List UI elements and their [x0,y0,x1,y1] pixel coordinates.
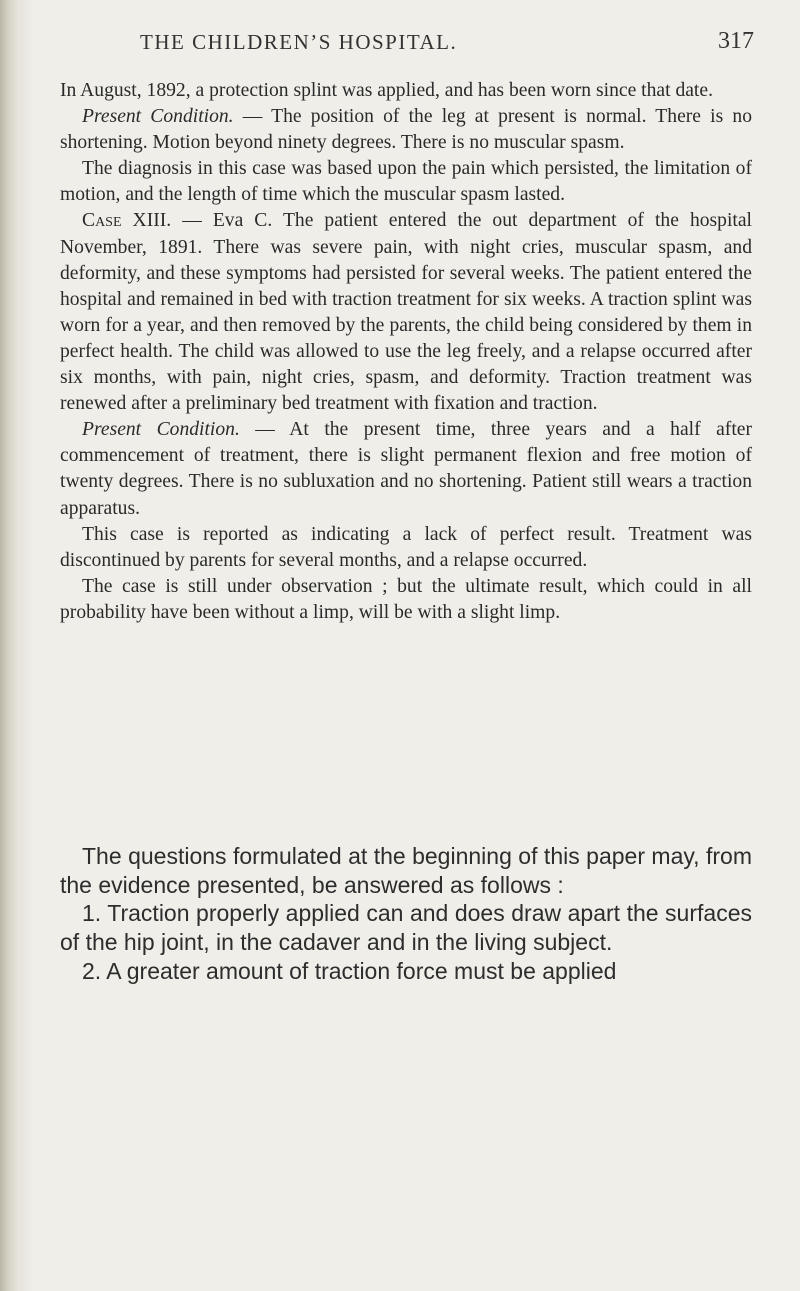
paragraph: Present Condition. — The position of the leg at present is normal. There is no shortening. Motion beyond ninety degrees. There is no muscular spasm. [60,106,752,154]
paragraph: Case XIII. — Eva C. The patient entered the out department of the hospital November, 1891. There was severe pain, with night cries, muscular spasm, and deformity, and these symptoms had persisted for several weeks. The patient entered the hospital and remained in bed with traction treatment for six weeks. A traction splint was worn for a year, and then removed by the parents, the child being considered by them in perfect health. The child was allowed to use the leg freely, and a relapse occurred after six months, with pain, night cries, spasm, and deformity. Traction treatment was renewed after a preliminary bed treatment with fixation and traction. [60,210,752,415]
paragraph: The case is still under observation ; but the ultimate result, which could in all probability have been without a limp, will be with a slight limp. [60,575,752,623]
paragraph: The diagnosis in this case was based upon the pain which persisted, the limitation of motion, and the length of time which the muscular spasm lasted. [60,158,752,206]
section-lead: Present Condition. [82,419,240,441]
paragraph: Present Condition. — At the present time, three years and a half after commencement of treatment, there is slight permanent flexion and free motion of twenty degrees. There is no subluxation and no shortening. Patient still wears a traction apparatus. [60,419,752,519]
paragraph: The questions formulated at the beginning of this paper may, from the evidence presented, be answered as follows : [60,843,752,898]
paragraph: This case is reported as indicating a lack of perfect result. Treatment was discontinued by parents for several months, and a relapse occurred. [60,523,752,571]
page-gutter-shadow [0,0,20,1291]
conclusions-text [60,842,752,986]
page-gutter-fade [20,0,34,1291]
conclusion-item: 2. A greater amount of traction force must be applied [82,957,617,984]
running-title: THE CHILDREN’S HOSPITAL. [140,30,458,54]
paragraph: In August, 1892, a protection splint was applied, and has been worn since that date. [60,80,713,101]
conclusion-item: 1. Traction properly applied can and does draw apart the surfaces of the hip joint, in the cadaver and in the living subject. [60,900,752,956]
page-number: 317 [718,28,754,54]
section-lead: Present Condition. [82,106,234,128]
page-header [60,8,760,58]
case-report-text [60,78,752,626]
case-label: Case XIII. [82,210,172,232]
